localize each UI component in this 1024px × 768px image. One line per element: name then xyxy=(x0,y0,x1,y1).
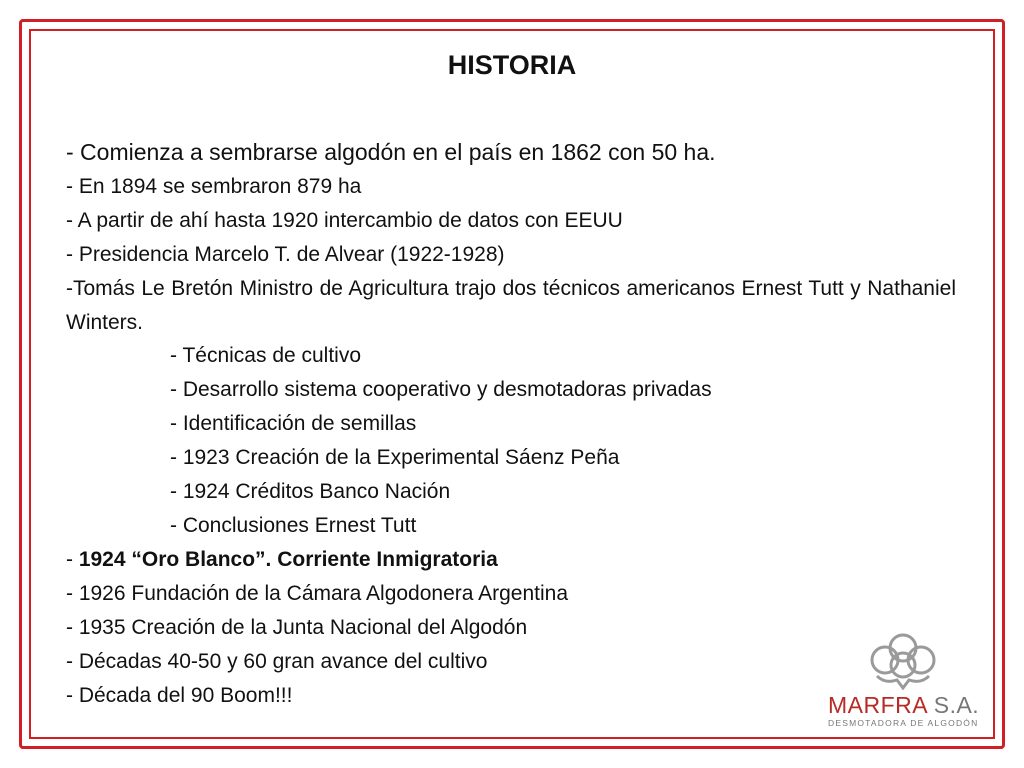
cotton-flower-icon xyxy=(863,632,943,690)
history-list xyxy=(66,136,956,712)
list-item: - Décadas 40-50 y 60 gran avance del cultivo xyxy=(66,649,488,673)
list-item: - A partir de ahí hasta 1920 intercambio de datos con EEUU xyxy=(66,208,623,232)
list-item: - Comienza a sembrarse algodón en el país en 1862 con 50 ha. xyxy=(66,139,716,165)
list-item xyxy=(66,543,956,577)
sub-list-item: - Técnicas de cultivo xyxy=(170,344,362,368)
sub-list-item: - Conclusiones Ernest Tutt xyxy=(170,513,417,537)
list-item-prefix: - xyxy=(66,547,79,571)
logo-tagline: DESMOTADORA DE ALGODÓN xyxy=(828,718,979,728)
logo-name: MARFRA xyxy=(828,692,927,718)
slide-title: HISTORIA xyxy=(447,50,577,80)
list-item: - En 1894 se sembraron 879 ha xyxy=(66,174,362,198)
sub-list-item: - 1924 Créditos Banco Nación xyxy=(170,480,451,504)
sub-list-item: - Desarrollo sistema cooperativo y desmotadoras privadas xyxy=(170,378,712,402)
sub-list-item: - Identificación de semillas xyxy=(170,412,417,436)
list-item: - 1926 Fundación de la Cámara Algodonera Argentina xyxy=(66,581,569,605)
sub-list-item: - 1923 Creación de la Experimental Sáenz Peña xyxy=(170,446,620,470)
list-item: - Década del 90 Boom!!! xyxy=(66,683,293,707)
list-item: - Presidencia Marcelo T. de Alvear (1922-1928) xyxy=(66,242,505,266)
logo-suffix: S.A. xyxy=(926,692,980,718)
logo-wordmark xyxy=(828,692,978,719)
company-logo xyxy=(828,632,978,732)
list-item-bold-text: 1924 “Oro Blanco”. Corriente Inmigratoria xyxy=(78,547,498,571)
list-item: - 1935 Creación de la Junta Nacional del Algodón xyxy=(66,615,528,639)
list-item: -Tomás Le Bretón Ministro de Agricultura trajo dos técnicos americanos Ernest Tutt y Nathaniel Winters. xyxy=(66,276,956,334)
